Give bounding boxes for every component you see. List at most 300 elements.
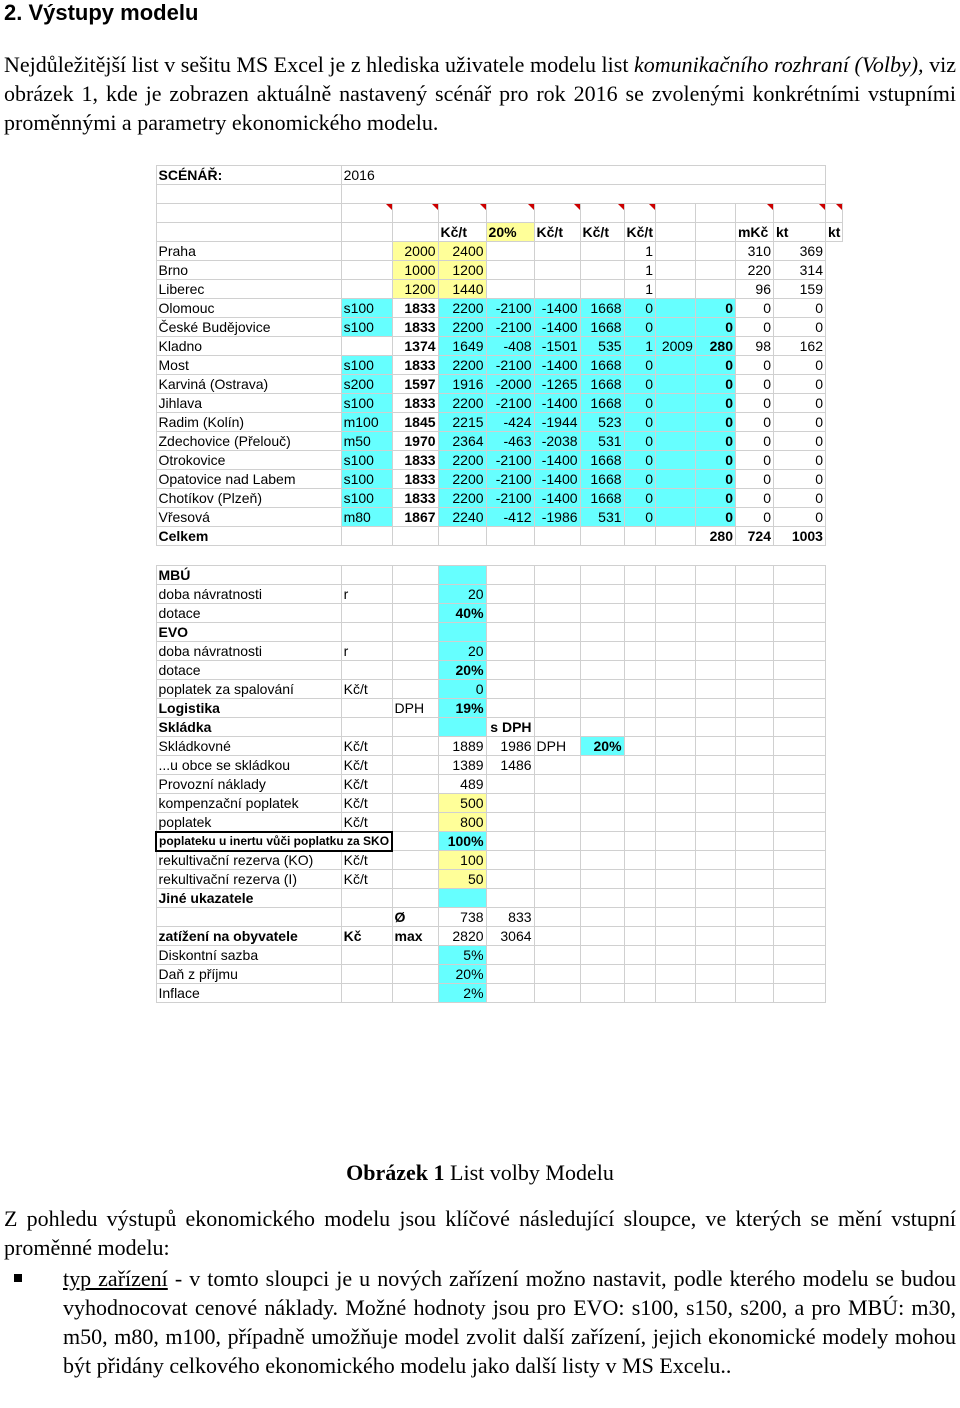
cell: 1833 <box>392 489 438 508</box>
parameter-extra-value <box>580 813 624 832</box>
row-label: České Budějovice <box>156 318 341 337</box>
parameter-unit: Kč/t <box>341 756 392 775</box>
cell <box>655 413 695 432</box>
parameter-value <box>438 718 486 737</box>
parameter-extra-value <box>580 832 624 851</box>
cell: 162 <box>773 337 825 356</box>
row-label: Praha <box>156 242 341 261</box>
cell: 0 <box>695 489 735 508</box>
parameter-extra <box>534 813 580 832</box>
parameter-label: Diskontní sazba <box>156 946 341 965</box>
empty-cell <box>695 851 735 870</box>
cell: 2200 <box>438 470 486 489</box>
parameter-unit: Kč <box>341 927 392 946</box>
parameter-extra <box>534 908 580 927</box>
cell: 0 <box>735 413 773 432</box>
empty-cell <box>735 585 773 604</box>
cell: 531 <box>580 432 624 451</box>
cell <box>655 470 695 489</box>
empty-cell <box>735 680 773 699</box>
parameter-value: 20 <box>438 642 486 661</box>
empty-cell <box>624 756 655 775</box>
empty-cell <box>735 604 773 623</box>
empty-cell <box>655 889 695 908</box>
table-row <box>156 508 843 527</box>
parameter-extra <box>534 699 580 718</box>
table-row <box>156 432 843 451</box>
parameter-extra-value <box>580 756 624 775</box>
cell: 1000 <box>392 261 438 280</box>
parameter-value-2: 1486 <box>486 756 534 775</box>
parameter-value-2 <box>486 661 534 680</box>
parameter-extra-value <box>580 642 624 661</box>
cell: 523 <box>580 413 624 432</box>
parameter-unit: r <box>341 585 392 604</box>
cell: 0 <box>695 451 735 470</box>
cell: -463 <box>486 432 534 451</box>
row-label: Liberec <box>156 280 341 299</box>
cell: -1944 <box>534 413 580 432</box>
parameter-value-2 <box>486 680 534 699</box>
empty-cell <box>735 927 773 946</box>
empty-cell <box>695 756 735 775</box>
cell: 0 <box>735 432 773 451</box>
cell: 1668 <box>580 318 624 337</box>
empty-cell <box>624 775 655 794</box>
parameter-extra <box>534 946 580 965</box>
unit-cell <box>695 223 735 242</box>
parameter-extra <box>534 832 580 851</box>
empty-cell <box>773 756 825 775</box>
comment-marker-icon <box>432 204 438 210</box>
parameter-unit: Kč/t <box>341 794 392 813</box>
parameter-value-2 <box>486 870 534 889</box>
parameter-row <box>156 946 843 965</box>
empty-cell <box>624 927 655 946</box>
parameter-extra <box>534 794 580 813</box>
parameter-value: 40% <box>438 604 486 623</box>
parameter-label: poplatek <box>156 813 341 832</box>
empty-cell <box>773 870 825 889</box>
empty-cell <box>624 566 655 585</box>
cell: 0 <box>773 394 825 413</box>
parameter-label: rekultivační rezerva (I) <box>156 870 341 889</box>
cell: 0 <box>624 318 655 337</box>
cell: -2100 <box>486 451 534 470</box>
row-label: Kladno <box>156 337 341 356</box>
cell: -1400 <box>534 356 580 375</box>
empty-cell <box>735 908 773 927</box>
parameter-extra <box>534 851 580 870</box>
unit-cell <box>392 223 438 242</box>
empty-cell <box>773 965 825 984</box>
parameter-value-2 <box>486 585 534 604</box>
parameter-unit <box>341 566 392 585</box>
cell: -1400 <box>534 489 580 508</box>
cell: 0 <box>624 508 655 527</box>
parameter-value: 2% <box>438 984 486 1003</box>
cell: -2100 <box>486 470 534 489</box>
cell: -2100 <box>486 356 534 375</box>
empty-cell <box>695 566 735 585</box>
parameter-value: 20% <box>438 661 486 680</box>
parameter-note <box>392 623 438 642</box>
table-row <box>156 470 843 489</box>
empty-cell <box>695 642 735 661</box>
parameter-unit: Kč/t <box>341 680 392 699</box>
parameter-note: DPH <box>392 699 438 718</box>
cell: 0 <box>624 470 655 489</box>
parameter-value-2 <box>486 851 534 870</box>
parameter-unit <box>341 908 392 927</box>
cell <box>580 261 624 280</box>
cell: 280 <box>695 337 735 356</box>
parameter-row <box>156 775 843 794</box>
spacer-cell <box>156 546 825 566</box>
empty-cell <box>735 946 773 965</box>
empty-cell <box>655 870 695 889</box>
parameter-note <box>392 756 438 775</box>
empty-cell <box>773 775 825 794</box>
empty-cell <box>695 623 735 642</box>
parameter-label: dotace <box>156 661 341 680</box>
parameter-unit <box>341 661 392 680</box>
parameter-unit: Kč/t <box>341 851 392 870</box>
cell: 1833 <box>392 318 438 337</box>
empty-cell <box>655 585 695 604</box>
empty-cell <box>655 661 695 680</box>
bullet-term: typ zařízení <box>63 1266 168 1291</box>
empty-cell <box>735 984 773 1003</box>
cell: m80 <box>341 508 392 527</box>
empty-cell <box>624 965 655 984</box>
cell: 0 <box>773 432 825 451</box>
parameter-unit: Kč/t <box>341 737 392 756</box>
cell: -2038 <box>534 432 580 451</box>
cell: 0 <box>773 489 825 508</box>
total-label: Celkem <box>156 527 341 546</box>
empty-cell <box>773 832 825 851</box>
cell: 1 <box>624 337 655 356</box>
cell <box>655 299 695 318</box>
empty-cell <box>695 661 735 680</box>
cell: 0 <box>735 299 773 318</box>
empty-cell <box>655 965 695 984</box>
cell: -2100 <box>486 299 534 318</box>
column-header <box>624 204 655 223</box>
cell <box>655 356 695 375</box>
row-label: Karviná (Ostrava) <box>156 375 341 394</box>
column-header <box>655 204 695 223</box>
cell: -2000 <box>486 375 534 394</box>
parameter-unit <box>341 718 392 737</box>
table-row <box>156 394 843 413</box>
parameter-value-2 <box>486 566 534 585</box>
cell: 98 <box>735 337 773 356</box>
empty-cell <box>695 680 735 699</box>
row-label: Chotíkov (Plzeň) <box>156 489 341 508</box>
cell: 2000 <box>392 242 438 261</box>
parameter-label: Skládka <box>156 718 341 737</box>
unit-cell: mKč <box>735 223 773 242</box>
table-row <box>156 451 843 470</box>
parameter-row <box>156 965 843 984</box>
cell: 1668 <box>580 470 624 489</box>
table-row <box>156 242 843 261</box>
cell: -2100 <box>486 394 534 413</box>
empty-cell <box>735 889 773 908</box>
total-cell <box>534 527 580 546</box>
cell: 2200 <box>438 451 486 470</box>
table-row <box>156 356 843 375</box>
cell: 1970 <box>392 432 438 451</box>
cell: 0 <box>735 375 773 394</box>
cell: 0 <box>695 318 735 337</box>
empty-cell <box>735 566 773 585</box>
column-header <box>695 204 735 223</box>
cell <box>341 261 392 280</box>
intro-text-rest: viz obrázek 1, kde je zobrazen aktuálně nastavený scénář pro rok 2016 se zvolenými konkrétními vstupními proměnnými a parametry ekonomického modelu. <box>4 52 956 135</box>
empty-cell <box>624 870 655 889</box>
cell: 1833 <box>392 394 438 413</box>
parameter-note <box>392 946 438 965</box>
bullet-text: - v tomto sloupci je u nových zařízení možno nastavit, podle kterého modelu se budou vyhodnocovat cenové náklady. Možné hodnoty jsou pro EVO: s100, s150, s200, a pro MBÚ: m30, m50, m80, m100, případně umožňuje model zvolit další zařízení, jejich ekonomické modely mohou být přidány celkového ekonomického modelu jako další listy v MS Excelu.. <box>63 1266 956 1378</box>
total-cell <box>624 527 655 546</box>
cell <box>534 261 580 280</box>
empty-cell <box>655 737 695 756</box>
parameter-extra-value <box>580 604 624 623</box>
cell: 0 <box>695 432 735 451</box>
empty-cell <box>655 604 695 623</box>
empty-cell <box>655 718 695 737</box>
row-label: Otrokovice <box>156 451 341 470</box>
parameter-note <box>392 832 438 851</box>
cell: 0 <box>773 375 825 394</box>
parameter-label <box>156 908 341 927</box>
total-cell <box>655 527 695 546</box>
parameter-extra-value <box>580 775 624 794</box>
cell: 0 <box>624 413 655 432</box>
cell: -2100 <box>486 489 534 508</box>
parameter-label: dotace <box>156 604 341 623</box>
parameter-note: max <box>392 927 438 946</box>
parameter-row <box>156 623 843 642</box>
cell: s100 <box>341 394 392 413</box>
cell: 1668 <box>580 299 624 318</box>
unit-cell: Kč/t <box>534 223 580 242</box>
parameter-row <box>156 699 843 718</box>
empty-cell <box>624 585 655 604</box>
parameter-extra <box>534 661 580 680</box>
cell: 0 <box>695 413 735 432</box>
empty-cell <box>624 946 655 965</box>
parameter-unit: Kč/t <box>341 870 392 889</box>
parameter-extra-value <box>580 661 624 680</box>
parameter-value <box>438 889 486 908</box>
cell <box>655 508 695 527</box>
empty-cell <box>624 699 655 718</box>
cell: 2200 <box>438 394 486 413</box>
parameter-unit <box>341 699 392 718</box>
total-cell: 724 <box>735 527 773 546</box>
parameter-value-2 <box>486 813 534 832</box>
cell: s100 <box>341 356 392 375</box>
empty-cell <box>624 604 655 623</box>
parameter-label: doba návratnosti <box>156 585 341 604</box>
parameter-row <box>156 642 843 661</box>
empty-cell <box>695 813 735 832</box>
cell: 0 <box>624 356 655 375</box>
cell: 0 <box>773 356 825 375</box>
cell: 0 <box>735 489 773 508</box>
empty-cell <box>655 566 695 585</box>
empty-cell <box>695 718 735 737</box>
total-cell <box>580 527 624 546</box>
spacer-cell <box>341 185 825 204</box>
parameter-extra-value <box>580 927 624 946</box>
parameter-extra-value <box>580 851 624 870</box>
parameter-note <box>392 737 438 756</box>
parameter-row <box>156 794 843 813</box>
cell <box>655 261 695 280</box>
row-label: Olomouc <box>156 299 341 318</box>
parameter-value-2 <box>486 699 534 718</box>
cell: -1265 <box>534 375 580 394</box>
cell <box>655 432 695 451</box>
empty-cell <box>655 946 695 965</box>
parameter-value-2 <box>486 965 534 984</box>
units-row <box>156 223 843 242</box>
empty-cell <box>655 699 695 718</box>
parameter-row <box>156 851 843 870</box>
cell: 1668 <box>580 489 624 508</box>
empty-cell <box>655 642 695 661</box>
empty-cell <box>695 965 735 984</box>
empty-cell <box>695 604 735 623</box>
empty-cell <box>773 642 825 661</box>
cell: 1845 <box>392 413 438 432</box>
unit-cell: Kč/t <box>438 223 486 242</box>
parameter-extra-value <box>580 566 624 585</box>
parameter-extra-value <box>580 680 624 699</box>
empty-cell <box>695 775 735 794</box>
cell <box>534 280 580 299</box>
parameter-label: poplateku u inertu vůči poplatku za SKO <box>156 832 392 851</box>
parameter-row <box>156 832 843 851</box>
parameter-value-2 <box>486 984 534 1003</box>
cell: 1 <box>624 280 655 299</box>
cell: -2100 <box>486 318 534 337</box>
empty-cell <box>773 680 825 699</box>
cell: 1833 <box>392 299 438 318</box>
scenario-label: SCÉNÁŘ: <box>156 166 341 185</box>
cell: 0 <box>735 318 773 337</box>
parameter-value-2 <box>486 642 534 661</box>
parameter-value-2 <box>486 623 534 642</box>
total-cell <box>392 527 438 546</box>
empty-cell <box>773 661 825 680</box>
cell: 2009 <box>655 337 695 356</box>
cell: 0 <box>624 375 655 394</box>
parameter-value: 5% <box>438 946 486 965</box>
cell <box>655 375 695 394</box>
empty-cell <box>735 756 773 775</box>
cell: 1597 <box>392 375 438 394</box>
parameter-value-2 <box>486 794 534 813</box>
row-label: Jihlava <box>156 394 341 413</box>
cell: 0 <box>695 470 735 489</box>
cell: 0 <box>773 508 825 527</box>
cell: 2364 <box>438 432 486 451</box>
total-cell <box>341 527 392 546</box>
cell: 1916 <box>438 375 486 394</box>
empty-cell <box>655 908 695 927</box>
cell: 1 <box>624 261 655 280</box>
cell: 1833 <box>392 451 438 470</box>
cell: 0 <box>773 299 825 318</box>
cell: 2215 <box>438 413 486 432</box>
cell: 0 <box>695 356 735 375</box>
scenario-row <box>156 166 843 185</box>
row-label: Brno <box>156 261 341 280</box>
spacer-cell <box>156 185 341 204</box>
parameter-note <box>392 889 438 908</box>
empty-cell <box>624 851 655 870</box>
unit-cell <box>156 223 341 242</box>
parameter-extra-value <box>580 946 624 965</box>
cell: 96 <box>735 280 773 299</box>
parameter-extra-value <box>580 623 624 642</box>
cell: s100 <box>341 451 392 470</box>
cell: 1833 <box>392 470 438 489</box>
parameter-note <box>392 661 438 680</box>
bullet-square-icon <box>14 1274 22 1282</box>
cell: s100 <box>341 470 392 489</box>
parameter-value: 20 <box>438 585 486 604</box>
parameter-value-2 <box>486 832 534 851</box>
parameter-label: Inflace <box>156 984 341 1003</box>
empty-cell <box>624 813 655 832</box>
parameter-extra-value: 20% <box>580 737 624 756</box>
scenario-year: 2016 <box>341 166 825 185</box>
cell: 1668 <box>580 356 624 375</box>
parameter-value: 500 <box>438 794 486 813</box>
parameter-row <box>156 566 843 585</box>
parameter-value: 489 <box>438 775 486 794</box>
empty-cell <box>735 832 773 851</box>
parameter-value: 50 <box>438 870 486 889</box>
figure-caption <box>0 1160 960 1186</box>
column-header <box>438 204 486 223</box>
parameter-value: 738 <box>438 908 486 927</box>
cell: 0 <box>735 508 773 527</box>
parameter-extra <box>534 718 580 737</box>
parameter-extra <box>534 680 580 699</box>
parameter-value: 1389 <box>438 756 486 775</box>
parameter-note <box>392 585 438 604</box>
parameter-note <box>392 794 438 813</box>
empty-cell <box>695 927 735 946</box>
column-header <box>392 204 438 223</box>
parameter-unit <box>341 946 392 965</box>
comment-marker-icon <box>767 204 773 210</box>
parameter-extra: DPH <box>534 737 580 756</box>
parameter-row <box>156 889 843 908</box>
cell: 1374 <box>392 337 438 356</box>
parameter-extra-value <box>580 585 624 604</box>
empty-cell <box>773 851 825 870</box>
empty-cell <box>773 984 825 1003</box>
